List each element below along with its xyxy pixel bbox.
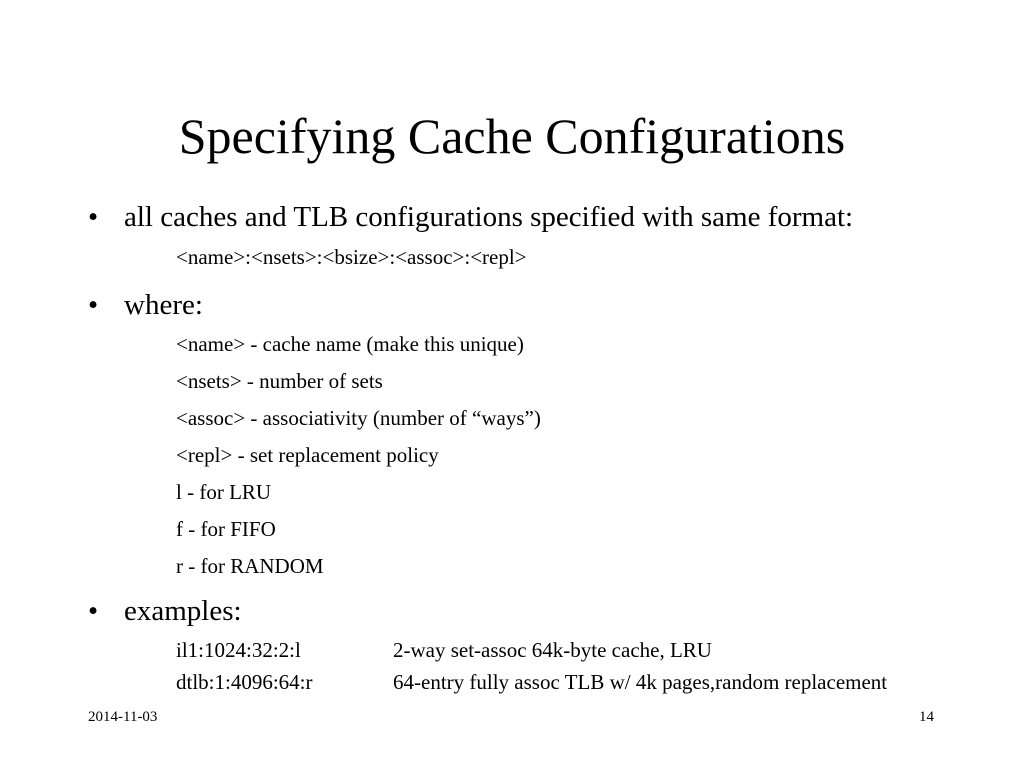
page-number: 14 <box>919 709 934 725</box>
slide-title: Specifying Cache Configurations <box>178 108 846 164</box>
example-code: il1:1024:32:2:l <box>176 638 301 662</box>
bullet-icon: • <box>88 595 99 627</box>
format-spec: <name>:<nsets>:<bsize>:<assoc>:<repl> <box>176 245 527 269</box>
policy-option: f - for FIFO <box>176 517 276 541</box>
field-description: <name> - cache name (make this unique) <box>176 332 524 356</box>
policy-option: l - for LRU <box>176 480 272 504</box>
bullet-text: all caches and TLB configurations specified with same format: <box>124 201 854 233</box>
field-description: <assoc> - associativity (number of “ways”) <box>176 406 541 430</box>
example-code: dtlb:1:4096:64:r <box>176 670 313 694</box>
footer-date: 2014-11-03 <box>88 709 158 725</box>
policy-option: r - for RANDOM <box>176 554 324 578</box>
bullet-text: examples: <box>124 595 242 627</box>
bullet-text: where: <box>124 289 203 321</box>
example-description: 64-entry fully assoc TLB w/ 4k pages,random replacement <box>393 670 888 694</box>
field-description: <repl> - set replacement policy <box>176 443 439 467</box>
bullet-icon: • <box>88 289 99 321</box>
bullet-icon: • <box>88 201 99 233</box>
field-description: <nsets> - number of sets <box>176 369 383 393</box>
example-description: 2-way set-assoc 64k-byte cache, LRU <box>393 638 712 662</box>
